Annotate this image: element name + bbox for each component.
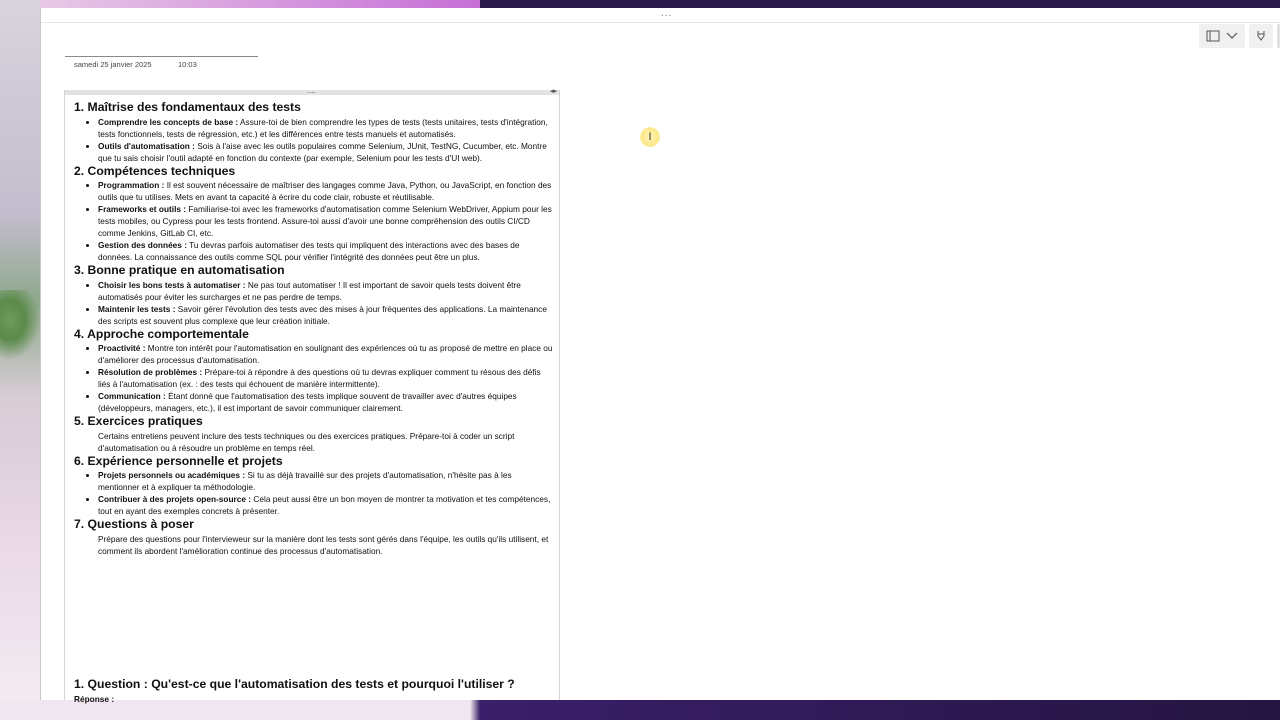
item-lead: Proactivité : xyxy=(98,343,146,353)
item-text: Savoir gérer l'évolution des tests avec des mises à jour fréquentes des applications. La maintenance des scripts est souvent plus complexe que leur création initiale. xyxy=(98,303,547,326)
page-date: samedi 25 janvier 2025 xyxy=(74,60,152,69)
note-content[interactable] xyxy=(74,100,554,557)
list-item xyxy=(98,116,554,140)
window-grip[interactable]: ... xyxy=(661,8,673,19)
item-text: Prépare-toi à répondre à des questions où tu devras expliquer comment tu résous des défis liés à l'automatisation (ex. : des tests qui échouent de manière intermittente). xyxy=(98,367,541,389)
section-list xyxy=(74,279,554,327)
toolbar xyxy=(1199,24,1280,48)
item-text: Ne pas tout automatiser ! Il est important de savoir quels tests doivent être automatisés pour éviter les surcharges et ne pas perdre de temps. xyxy=(98,279,521,302)
section-list xyxy=(74,342,554,414)
item-lead: Contribuer à des projets open-source : xyxy=(98,494,252,504)
list-item xyxy=(98,239,554,263)
item-lead: Choisir les bons tests à automatiser : xyxy=(98,279,246,290)
note-container[interactable] xyxy=(64,86,560,704)
answer-label: Réponse : xyxy=(74,694,115,704)
section-heading: 2. Compétences techniques xyxy=(74,163,236,178)
section-list xyxy=(74,469,554,517)
item-lead: Comprendre les concepts de base : xyxy=(98,116,239,127)
list-item xyxy=(98,203,554,239)
item-text: Assure-toi de bien comprendre les types de tests (tests unitaires, tests d'intégration, tests fonctionnels, tests de régression, etc.) et les différences entre tests manuels et automatisés. xyxy=(98,116,548,139)
resize-handle-icon[interactable]: ◂▸ xyxy=(549,88,557,95)
desktop-background xyxy=(0,700,1280,720)
title-underline xyxy=(65,56,258,57)
question-heading: 1. Question : Qu'est-ce que l'automatisation des tests et pourquoi l'utiliser ? xyxy=(74,677,515,691)
desktop-plant xyxy=(0,290,40,360)
list-item xyxy=(98,179,554,203)
pen-button[interactable] xyxy=(1249,24,1273,48)
list-item xyxy=(98,140,554,164)
list-item xyxy=(98,342,554,366)
page-view-button[interactable] xyxy=(1199,24,1245,48)
note-container-handle[interactable] xyxy=(65,86,559,95)
window-top-bar[interactable] xyxy=(41,8,1280,23)
item-lead: Programmation : xyxy=(98,180,165,190)
item-text: Familiarise-toi avec les frameworks d'automatisation comme Selenium WebDriver, Appium pour les tests mobiles, ou Cypress pour les tests frontend. Assure-toi aussi d'avoir une bonne compréhension des outils CI/CD comme Jenkins, GitLab CI, etc. xyxy=(98,204,552,238)
section-heading: 3. Bonne pratique en automatisation xyxy=(74,263,285,277)
item-text: Étant donné que l'automatisation des tests implique souvent de travailler avec d'autres équipes (développeurs, managers, etc.), il est important de savoir communiquer clairement. xyxy=(98,391,517,413)
page-time: 10:03 xyxy=(178,60,197,69)
item-lead: Maintenir les tests : xyxy=(98,303,176,314)
section-heading: 1. Maîtrise des fondamentaux des tests xyxy=(74,100,301,114)
item-text: Cela peut aussi être un bon moyen de montrer ta motivation et tes compétences, tout en ayant des exemples concrets à présenter. xyxy=(98,494,551,516)
item-lead: Outils d'automatisation : xyxy=(98,140,195,151)
item-lead: Projets personnels ou académiques : xyxy=(98,470,246,480)
list-item xyxy=(98,366,554,390)
item-text: Si tu as déjà travaillé sur des projets d'automatisation, n'hésite pas à les mentionner et à expliquer ta méthodologie. xyxy=(98,470,512,492)
section-heading: 7. Questions à poser xyxy=(74,517,194,531)
page-view-icon xyxy=(1206,30,1220,42)
chevron-down-icon xyxy=(1226,32,1238,40)
item-lead: Communication : xyxy=(98,391,166,401)
section-paragraph: Prépare des questions pour l'intervieweur sur la manière dont les tests sont gérés dans l'équipe, les outils qu'ils utilisent, et comment ils abordent l'amélioration continue des processus d'automatisation. xyxy=(98,533,549,556)
section-heading: 6. Expérience personnelle et projets xyxy=(74,453,283,468)
desktop-background xyxy=(0,0,40,720)
section-list xyxy=(74,116,554,164)
item-text: Sois à l'aise avec les outils populaires comme Selenium, JUnit, TestNG, Cucumber, etc. Montre que tu sais choisir l'outil adapté en fonction du contexte (par exemple, Selenium pour les tests d'UI web). xyxy=(98,140,547,163)
text-cursor-icon: I xyxy=(640,127,660,147)
desktop-background xyxy=(40,0,480,8)
section-heading: 4. Approche comportementale xyxy=(74,326,249,341)
item-text: Montre ton intérêt pour l'automatisation en soulignant des expériences où tu as proposé de mettre en place ou d'améliorer des processus d'automatisation. xyxy=(98,343,553,365)
list-item xyxy=(98,493,554,517)
item-text: Il est souvent nécessaire de maîtriser des langages comme Java, Python, ou JavaScript, en fonction des outils que tu utilises. Mets en avant ta capacité à écrire du code clair, robuste et réutilisable. xyxy=(98,180,552,202)
notes-window xyxy=(40,8,1280,704)
item-lead: Résolution de problèmes : xyxy=(98,367,203,377)
desktop-background xyxy=(480,0,1280,8)
item-lead: Frameworks et outils : xyxy=(98,204,187,214)
item-lead: Gestion des données : xyxy=(98,240,187,250)
pen-icon xyxy=(1256,30,1266,42)
list-item xyxy=(98,279,554,303)
list-item xyxy=(98,469,554,493)
section-heading: 5. Exercices pratiques xyxy=(74,414,203,428)
drag-handle-icon[interactable]: .... xyxy=(307,86,316,95)
list-item xyxy=(98,390,554,414)
item-text: Tu devras parfois automatiser des tests qui impliquent des interactions avec des bases de données. La connaissance des outils comme SQL pour vérifier l'intégrité des données peut être un plus. xyxy=(98,240,520,262)
list-item xyxy=(98,303,554,327)
section-list xyxy=(74,179,554,263)
section-paragraph: Certains entretiens peuvent inclure des tests techniques ou des exercices pratiques. Prépare-toi à coder un script d'automatisation ou à résoudre un problème en temps réel. xyxy=(98,430,515,453)
